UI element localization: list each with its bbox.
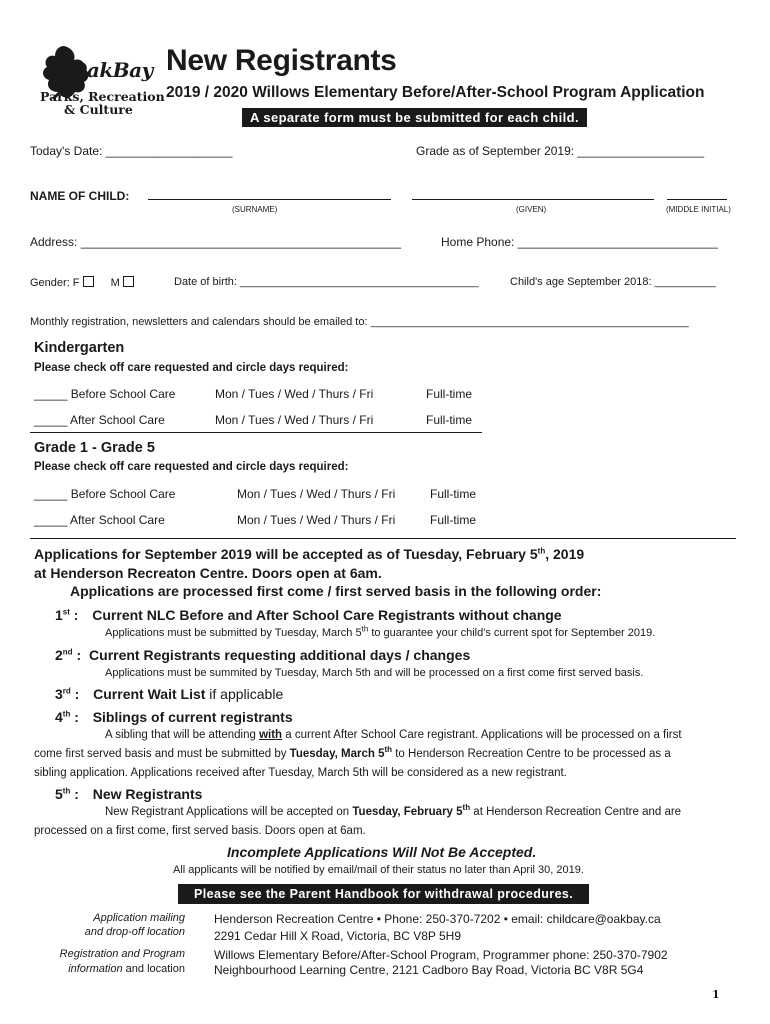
top-banner: A separate form must be submitted for each child. <box>242 108 587 127</box>
page-title: New Registrants <box>166 44 397 77</box>
age-field[interactable]: Child's age September 2018: __________ <box>510 276 716 288</box>
contact-henderson-address: 2291 Cedar Hill X Road, Victoria, BC V8P 5H9 <box>214 929 462 943</box>
surname-line[interactable] <box>148 199 391 200</box>
bottom-banner: Please see the Parent Handbook for withdrawal procedures. <box>178 884 589 904</box>
k-after-fulltime[interactable]: Full-time <box>426 413 473 427</box>
g-after-fulltime[interactable]: Full-time <box>430 513 477 527</box>
contact-nlc-address: Neighbourhood Learning Centre, 2121 Cadboro Bay Road, Victoria BC V8R 5G4 <box>214 963 644 977</box>
middle-initial-line[interactable] <box>667 199 727 200</box>
order-2-detail: Applications must be summited by Tuesday, March 5th and will be processed on a first come first served basis. <box>105 667 644 679</box>
apps-line-2: at Henderson Recreaton Centre. Doors open at 6am. <box>34 565 382 581</box>
contact-willows: Willows Elementary Before/After-School Program, Programmer phone: 250-370-7902 <box>214 948 668 962</box>
order-1-detail: Applications must be submitted by Tuesday, March 5th to guarantee your child's current spot for September 2019. <box>105 624 656 639</box>
given-line[interactable] <box>412 199 654 200</box>
logo-name: OakBay <box>70 58 153 82</box>
grade-field[interactable]: Grade as of September 2019: ___________________ <box>416 144 705 158</box>
todays-date-field[interactable]: Today's Date: ___________________ <box>30 144 233 158</box>
address-field[interactable]: Address: ________________________________________________ <box>30 235 402 249</box>
order-4: 4th : Siblings of current registrants <box>55 709 293 725</box>
g-before-days[interactable]: Mon / Tues / Wed / Thurs / Fri <box>237 487 396 501</box>
home-phone-field[interactable]: Home Phone: ______________________________ <box>441 235 718 249</box>
order-4-p1: A sibling that will be attending with a current After School Care registrant. Applications will be processed on a first <box>105 729 682 741</box>
middle-initial-caption: (MIDDLE INITIAL) <box>666 205 731 214</box>
order-1: 1st : Current NLC Before and After School Care Registrants without change <box>55 607 562 623</box>
g-before-fulltime[interactable]: Full-time <box>430 487 477 501</box>
order-2: 2nd : Current Registrants requesting additional days / changes <box>55 647 471 663</box>
k-before-label[interactable]: _____ Before School Care <box>34 387 176 401</box>
k-after-days[interactable]: Mon / Tues / Wed / Thurs / Fri <box>215 413 374 427</box>
kindergarten-divider <box>30 432 482 433</box>
contact-label-2: and drop-off location <box>84 926 185 938</box>
kindergarten-instructions: Please check off care requested and circle days required: <box>34 362 349 374</box>
page-number: 1 <box>712 988 720 1001</box>
gender-f-checkbox[interactable] <box>83 276 94 287</box>
email-field[interactable]: Monthly registration, newsletters and calendars should be emailed to: ____________________________________________________ <box>30 316 689 328</box>
contact-label-3: Registration and Program <box>59 948 185 960</box>
gender-f-label: Gender: F <box>30 277 80 289</box>
apps-line-3: Applications are processed first come / first served basis in the following order: <box>70 583 602 599</box>
g-after-days[interactable]: Mon / Tues / Wed / Thurs / Fri <box>237 513 396 527</box>
logo-subtitle-2: & Culture <box>64 102 133 117</box>
apps-line-1: Applications for September 2019 will be accepted as of Tuesday, February 5th, 2019 <box>34 546 585 562</box>
grades-divider <box>30 538 736 539</box>
dob-field[interactable]: Date of birth: _______________________________________ <box>174 276 479 288</box>
g-after-label[interactable]: _____ After School Care <box>34 513 165 527</box>
page-subtitle: 2019 / 2020 Willows Elementary Before/After-School Program Application <box>166 84 705 101</box>
contact-henderson: Henderson Recreation Centre • Phone: 250-370-7202 • email: childcare@oakbay.ca <box>214 912 661 926</box>
gender-field <box>30 276 134 289</box>
kindergarten-heading: Kindergarten <box>34 340 125 356</box>
name-of-child-label: NAME OF CHILD: <box>30 189 130 203</box>
given-caption: (GIVEN) <box>516 205 547 214</box>
g-before-label[interactable]: _____ Before School Care <box>34 487 176 501</box>
order-4-p2: come first served basis and must be submitted by Tuesday, March 5th to Henderson Recreation Centre to be processed as a <box>34 745 671 760</box>
k-before-days[interactable]: Mon / Tues / Wed / Thurs / Fri <box>215 387 374 401</box>
order-5: 5th : New Registrants <box>55 786 203 802</box>
surname-caption: (SURNAME) <box>232 205 278 214</box>
order-3: 3rd : Current Wait List if applicable <box>55 686 284 702</box>
gender-m-label: M <box>110 277 120 289</box>
k-before-fulltime[interactable]: Full-time <box>426 387 473 401</box>
grades-heading: Grade 1 - Grade 5 <box>34 440 155 456</box>
order-4-p3: sibling application. Applications received after Tuesday, March 5th will be considered as a new registrant. <box>34 767 567 779</box>
order-5-p2: processed on a first come, first served basis. Doors open at 6am. <box>34 825 366 837</box>
order-5-p1: New Registrant Applications will be accepted on Tuesday, February 5th at Henderson Recreation Centre and are <box>105 803 682 818</box>
contact-label-4: information and location <box>68 963 185 975</box>
k-after-label[interactable]: _____ After School Care <box>34 413 165 427</box>
grades-instructions: Please check off care requested and circle days required: <box>34 461 349 473</box>
gender-m-checkbox[interactable] <box>123 276 134 287</box>
logo-subtitle-1: Parks, Recreation <box>40 89 165 104</box>
contact-label-1: Application mailing <box>93 912 185 924</box>
notify-text: All applicants will be notified by email/mail of their status no later than April 30, 2019. <box>173 864 584 876</box>
incomplete-warning: Incomplete Applications Will Not Be Accepted. <box>227 844 537 860</box>
